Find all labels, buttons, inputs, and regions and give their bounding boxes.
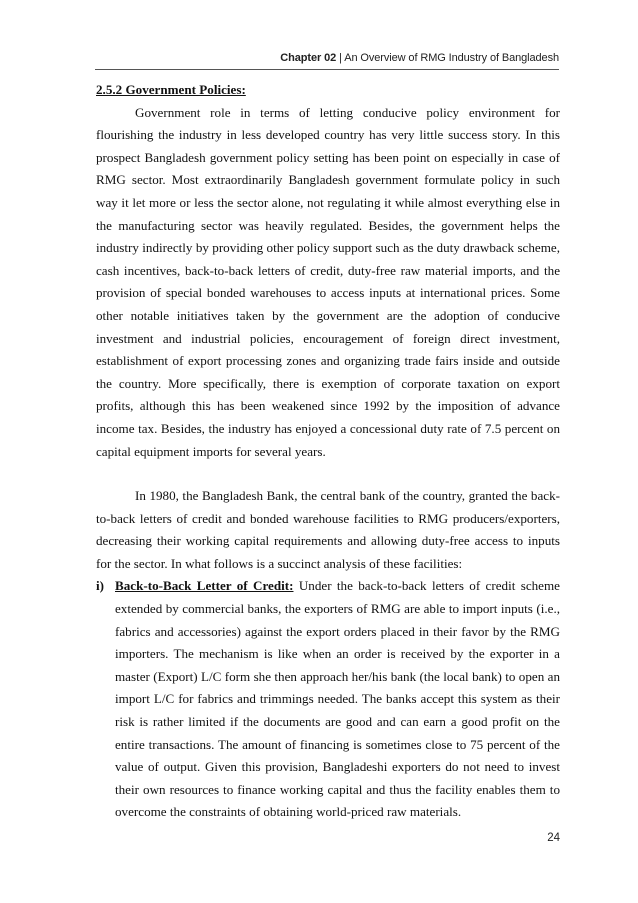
header-chapter-title: An Overview of RMG Industry of Bangladesh (344, 52, 559, 64)
paragraph-bangladesh-bank: In 1980, the Bangladesh Bank, the central bank of the country, granted the back-to-back letters of credit and bonded warehouse facilities to RMG producers/exporters, decreasing their working capital requirements and allowing duty-free access to inputs for the sector. In what follows is a succinct analysis of these facilities: (96, 488, 560, 571)
header-divider (95, 69, 559, 70)
list-marker: i) (96, 578, 104, 594)
list-item-text: Under the back-to-back letters of credit scheme extended by commercial banks, the exporters of RMG are able to import inputs (i.e., fabrics and accessories) against the export orders placed in their favor by the RMG importers. The mechanism is like when an order is received by the exporter in a master (Export) L/C form she then approach her/his bank (the local bank) to open an import L/C for fabrics and trimmings needed. The banks accept this system as their risk is rather limited if the documents are good and can earn a good profit on the entire transactions. The amount of financing is sometimes close to 75 percent of the value of output. Given this provision, Bangladeshi exporters do not need to invest their own resources to finance working capital and thus the facility enables them to overcome the constraints of obtaining world-priced raw materials. (115, 578, 560, 820)
header-separator: | (336, 52, 345, 64)
paragraph-government-role: Government role in terms of letting conducive policy environment for flourishing the industry in less developed country has very little success story. In this prospect Bangladesh government policy setting has been point on especially in case of RMG sector. Most extraordinarily Bangladesh government formulate policy in such way it let more or less the sector alone, not regulating it while almost everything else in the manufacturing sector was heavily regulated. Besides, the government helps the industry indirectly by providing other policy support such as the duty drawback scheme, cash incentives, back-to-back letters of credit, duty-free raw material imports, and the provision of special bonded warehouses to access inputs at international prices. Some other notable initiatives taken by the government are the adoption of conducive investment and industrial policies, encouragement of foreign direct investment, establishment of export processing zones and organizing trade fairs inside and outside the country. More specifically, there is exemption of corporate taxation on export profits, although this has been weakened since 1992 by the imposition of advance income tax. Besides, the industry has enjoyed a concessional duty rate of 7.5 percent on capital equipment imports for several years. (96, 104, 560, 459)
header-chapter-label: Chapter 02 (280, 52, 337, 64)
list-item-back-to-back-lc (96, 575, 560, 824)
running-header (96, 52, 559, 64)
page-number: 24 (547, 832, 560, 844)
section-heading: 2.5.2 Government Policies: (96, 82, 246, 97)
list-item-term: Back-to-Back Letter of Credit: (115, 578, 294, 594)
paragraph-spacer (96, 463, 560, 485)
page-body (96, 79, 560, 824)
